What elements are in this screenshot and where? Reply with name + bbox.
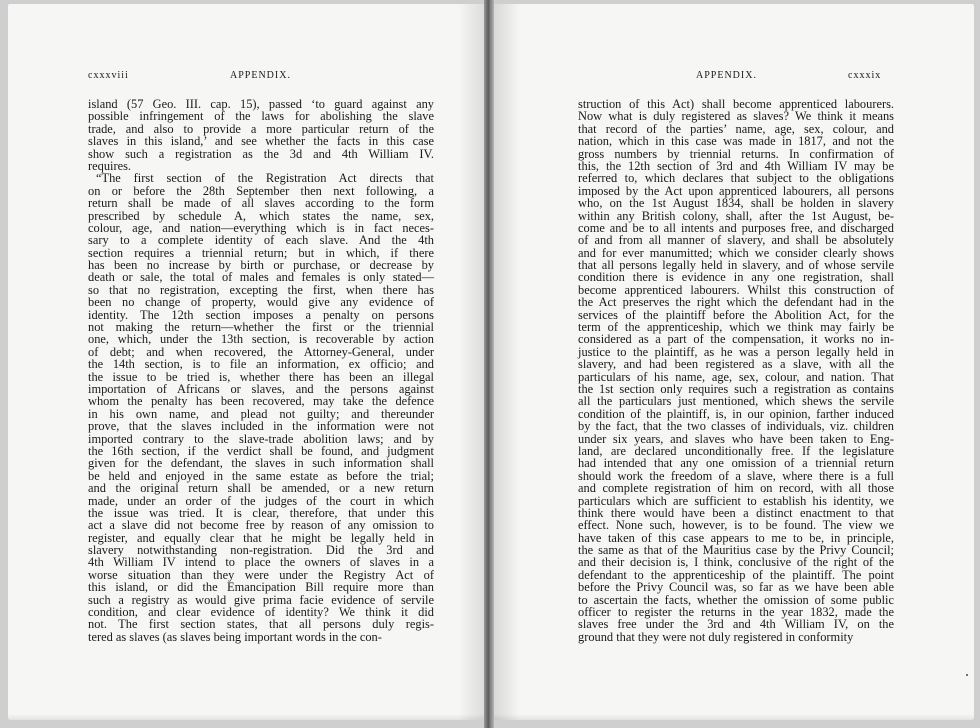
text-line: on or before the 28th September then next following, a [88,183,434,198]
text-line: be held and enjoyed in the same estate as before the trial; [88,468,434,483]
text-line: defendant to the apprenticeship of the plaintiff. The point [578,567,894,582]
text-line: within any British colony, shall, after the 1st August, be- [578,208,894,223]
text-line: condition of the plaintiff, is, in our opinion, farther induced [578,406,894,421]
text-line: that all persons legally held in slavery, and of whose servile [578,258,894,273]
text-line: worse situation than they were under the Registry Act of [88,567,434,582]
text-line: ground that they were not duly registered in conformity [578,629,854,644]
text-line: considered as a part of the compensation, it works no in- [578,332,894,347]
text-line: the issue to be tried is, whether there has been an illegal [88,369,434,384]
text-line: this, the 12th section of 3rd and 4th William IV may be [578,158,894,173]
text-line: become apprenticed labourers. Whilst this construction of [578,282,894,297]
text-line: importation of Africans or slaves, and the persons against [88,381,434,396]
text-line: and complete registration of him on record, with all those [578,481,894,496]
text-line: of debt; and when recovered, the Attorney-General, under [88,344,434,359]
text-line: identity. The 12th section imposes a penalty on persons [88,307,434,322]
text-line: land, are declared unconditionally free. If the legislature [578,443,894,458]
text-line: by the fact, that the two classes of individuals, viz. children [578,419,894,434]
text-line: condition there is evidence in any one registration, shall [578,270,894,285]
text-line: slaves free under the 3rd and 4th William IV, on the [578,617,894,632]
text-line: “The first section of the Registration Act directs that [96,171,434,186]
text-line: come and be to all intents and purposes free, and discharged [578,220,894,235]
left-page-bottom-edge [8,714,484,720]
text-line: whom the penalty has been recovered, may take the defence [88,394,434,409]
text-line: condition, and clear evidence of identity? We think it did [88,605,434,620]
text-line: slaves in this island,’ and see whether the facts in this case [88,134,434,149]
text-line: had intended that any one omission of a triennial return [578,456,894,471]
text-line: colour, age, and nation—everything which is in fact neces- [88,220,434,235]
text-line: act a slave did not become free by reason of any omission to [88,518,434,533]
text-line: sary to a complete identity of each slave. And the 4th [88,233,434,248]
left-page-body [88,98,434,643]
right-page-bottom-edge [494,714,974,720]
text-line: term of the apprenticeship, which we think may fairly be [578,320,894,335]
text-line: referred to, which declares that subject to the obligations [578,171,894,186]
text-line: requires. [88,158,132,173]
text-line: should work the freedom of a slave, where there is a full [578,468,894,483]
text-line: who, on the 1st August 1834, shall be holden in slavery [578,196,894,211]
text-line: 4th William IV intend to place the owners of slaves in a [88,555,434,570]
right-page-body [578,98,894,643]
text-line: section requires a triennial return; but in which, if there [88,245,434,260]
book-gutter [484,0,494,728]
text-line: and the original return shall be amended, or a new return [88,481,434,496]
text-line: return shall be made of all slaves according to the form [88,196,434,211]
text-line: the Act preserves the right which the defendant had in the [578,295,894,310]
text-line: slavery notwithstanding non-registration. Did the 3rd and [88,543,434,558]
text-line: under six years, and slaves who have been taken to Eng- [578,431,894,446]
text-line: struction of this Act) shall become apprenticed labourers. [578,97,894,111]
text-line: slavery, and had been registered as a slave, with all the [578,357,894,372]
right-page [494,4,974,720]
right-page-number: cxxxix [848,70,882,81]
left-page [8,4,484,720]
right-running-head: APPENDIX. [696,70,757,81]
text-line: prescribed by schedule A, which states the name, sex, [88,208,434,223]
text-line: so that no registration, excepting the first, when there has [88,282,434,297]
text-line: island (57 Geo. III. cap. 15), passed ‘to guard against any [88,97,434,111]
text-line: imported contrary to the slave-trade abolition laws; and by [88,431,434,446]
text-line: not. The first section states, that all persons duly regis- [88,617,434,632]
text-line: trade, and also to provide a more particular return of the [88,121,434,136]
text-line: to ascertain the facts, whether the omission of some public [578,592,894,607]
text-line: before the Privy Council was, so far as we have been able [578,580,894,595]
text-line: particulars of his name, age, sex, colour, and nation. That [578,369,894,384]
text-line: particulars which are sufficient to establish his identity, we [578,493,894,508]
text-line: death or sale, the total of males and females is only stated— [88,270,434,285]
text-line: one, which, under the 13th section, is recoverable by action [88,332,434,347]
text-line: think there would have been a distinct enactment to that [578,505,894,520]
text-line: Now what is duly registered as slaves? We think it means [578,109,894,124]
text-line: imposed by the Act upon apprenticed labourers, all persons [578,183,894,198]
text-line: of and from all manner of slavery, and shall be absolutely [578,233,894,248]
text-line: all the particulars just mentioned, which shews the servile [578,394,894,409]
text-line: in his own name, and plead not guilty; and thereunder [88,406,434,421]
text-line: that record of the parties’ name, age, sex, colour, and [578,121,894,136]
text-line: services of the plaintiff before the Abolition Act, for the [578,307,894,322]
left-running-head: APPENDIX. [230,70,291,81]
text-line: been no change of property, would give any evidence of [88,295,434,310]
text-line: prove, that the slaves included in the information were not [88,419,434,434]
text-line: justice to the plaintiff, as he was a person legally held in [578,344,894,359]
text-line: possible infringement of the laws for abolishing the slave [88,109,434,124]
text-line: and for ever manumitted; which we consider clearly shows [578,245,894,260]
text-line: the issue was tried. It is clear, therefore, that under this [88,505,434,520]
left-page-gutter-shadow [458,4,484,720]
text-line: the same as that of the Mauritius case by the Privy Council; [578,543,894,558]
text-line: this island, or did the Emancipation Bill require more than [88,580,434,595]
text-line: made, under an order of the judges of the court in which [88,493,434,508]
text-line: the 1st section only requires such a registration as contains [578,381,894,396]
scan-speck [966,674,968,676]
text-line: the 14th section, is to file an information, ex officio; and [88,357,434,372]
text-line: and their decision is, I think, conclusive of the right of the [578,555,894,570]
text-line: officer to register the returns in the year 1832, made the [578,605,894,620]
text-line: show such a registration as the 3d and 4th William IV. [88,146,434,161]
text-line: has been no increase by birth or purchase, or decrease by [88,258,434,273]
text-line: register, and equally clear that he might be legally held in [88,530,434,545]
text-line: given for the defendant, the slaves in such information shall [88,456,434,471]
text-line: the 16th section, if the verdict shall be found, and judgment [88,443,434,458]
text-line: tered as slaves (as slaves being important words in the con- [88,629,382,644]
text-line: not making the return—whether the first or the triennial [88,320,434,335]
text-line: gross numbers by triennial returns. In confirmation of [578,146,894,161]
text-line: such a registry as would give prima facie evidence of servile [88,592,434,607]
left-page-number: cxxxviii [88,70,129,81]
right-page-gutter-shadow [494,4,520,720]
text-line: nation, which in this case was made in 1817, and not the [578,134,894,149]
text-line: have taken of this case appears to me to be, in principle, [578,530,894,545]
text-line: effect. None such, however, is to be found. The view we [578,518,894,533]
